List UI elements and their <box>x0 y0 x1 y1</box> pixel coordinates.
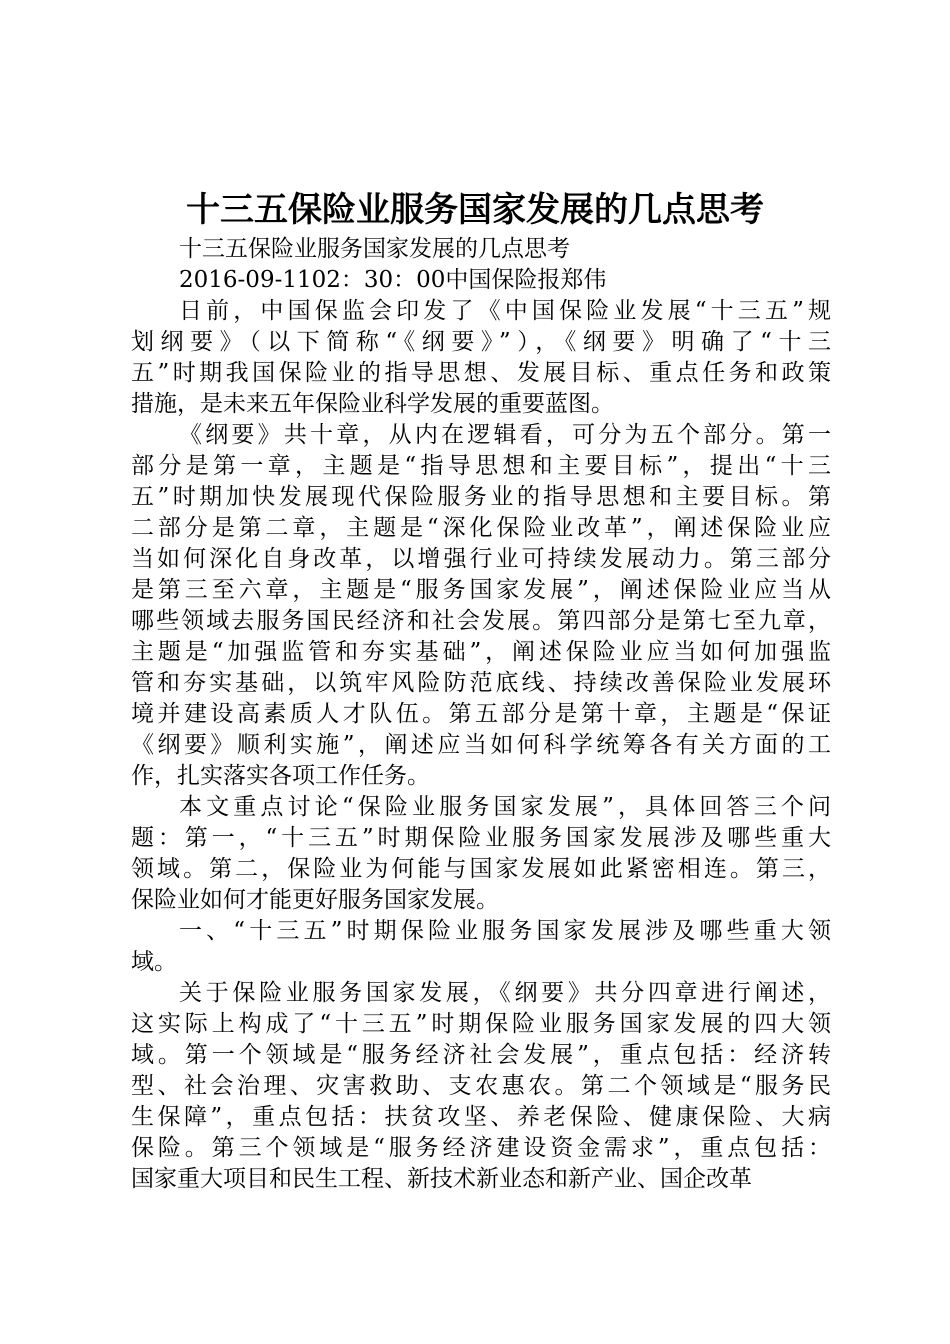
paragraph-line: 题：第一，“十三五”时期保险业服务国家发展涉及哪些重大 <box>131 825 831 851</box>
paragraph-line: 国家重大项目和民生工程、新技术新业态和新产业、国企改革 <box>131 1166 752 1192</box>
paragraph-line: 域。 <box>131 949 177 975</box>
paragraph-line: 一、“十三五”时期保险业服务国家发展涉及哪些重大领 <box>179 918 831 944</box>
paragraph-line: 当如何深化自身改革，以增强行业可持续发展动力。第三部分 <box>131 546 831 572</box>
paragraph-line: 型、社会治理、灾害救助、支农惠农。第二个领域是“服务民 <box>131 1073 831 1099</box>
paragraph-line: 主题是“加强监管和夯实基础”，阐述保险业应当如何加强监 <box>131 639 831 665</box>
paragraph-line: 作，扎实落实各项工作任务。 <box>131 763 430 789</box>
paragraph-line: 日前，中国保监会印发了《中国保险业发展“十三五”规 <box>179 298 831 324</box>
paragraph-line: 保险。第三个领域是“服务经济建设资金需求”，重点包括： <box>131 1135 831 1161</box>
document-body <box>131 234 831 1195</box>
paragraph <box>131 978 831 1195</box>
paragraph-line: 部分是第一章，主题是“指导思想和主要目标”，提出“十三 <box>131 453 831 479</box>
paragraph-line: 是第三至六章，主题是“服务国家发展”，阐述保险业应当从 <box>131 577 831 603</box>
paragraph-line: 领域。第二，保险业为何能与国家发展如此紧密相连。第三， <box>131 856 831 882</box>
paragraph-line: 这实际上构成了“十三五”时期保险业服务国家发展的四大领 <box>131 1011 831 1037</box>
paragraph <box>131 916 831 978</box>
dateline: 2016-09-1102：30：00中国保险报郑伟 <box>179 267 607 293</box>
subtitle-line: 十三五保险业服务国家发展的几点思考 <box>179 236 570 262</box>
paragraph-line: 境并建设高素质人才队伍。第五部分是第十章，主题是“保证 <box>131 701 831 727</box>
paragraph-line: 五”时期我国保险业的指导思想、发展目标、重点任务和政策 <box>131 360 831 386</box>
paragraph-line: 措施，是未来五年保险业科学发展的重要蓝图。 <box>131 391 614 417</box>
paragraph-line: 本文重点讨论“保险业服务国家发展”，具体回答三个问 <box>179 794 831 820</box>
paragraph-line: 五”时期加快发展现代保险服务业的指导思想和主要目标。第 <box>131 484 831 510</box>
paragraph-container <box>131 296 831 1195</box>
paragraph-line: 哪些领域去服务国民经济和社会发展。第四部分是第七至九章， <box>131 608 831 634</box>
paragraph-line: 生保障”，重点包括：扶贫攻坚、养老保险、健康保险、大病 <box>131 1104 831 1130</box>
paragraph-line: 域。第一个领域是“服务经济社会发展”，重点包括：经济转 <box>131 1042 831 1068</box>
paragraph-line: 二部分是第二章，主题是“深化保险业改革”，阐述保险业应 <box>131 515 831 541</box>
paragraph-line: 关于保险业服务国家发展，《纲要》共分四章进行阐述， <box>179 980 831 1006</box>
paragraph-line: 划纲要》（以下简称“《纲要》”），《纲要》明确了“十三 <box>131 329 831 355</box>
paragraph-line: 保险业如何才能更好服务国家发展。 <box>131 887 499 913</box>
paragraph <box>131 792 831 916</box>
paragraph <box>131 296 831 420</box>
paragraph-line: 《纲要》顺利实施”，阐述应当如何科学统筹各有关方面的工 <box>131 732 831 758</box>
document-title: 十三五保险业服务国家发展的几点思考 <box>186 190 764 230</box>
paragraph <box>131 420 831 792</box>
paragraph-line: 《纲要》共十章，从内在逻辑看，可分为五个部分。第一 <box>179 422 831 448</box>
paragraph-line: 管和夯实基础，以筑牢风险防范底线、持续改善保险业发展环 <box>131 670 831 696</box>
